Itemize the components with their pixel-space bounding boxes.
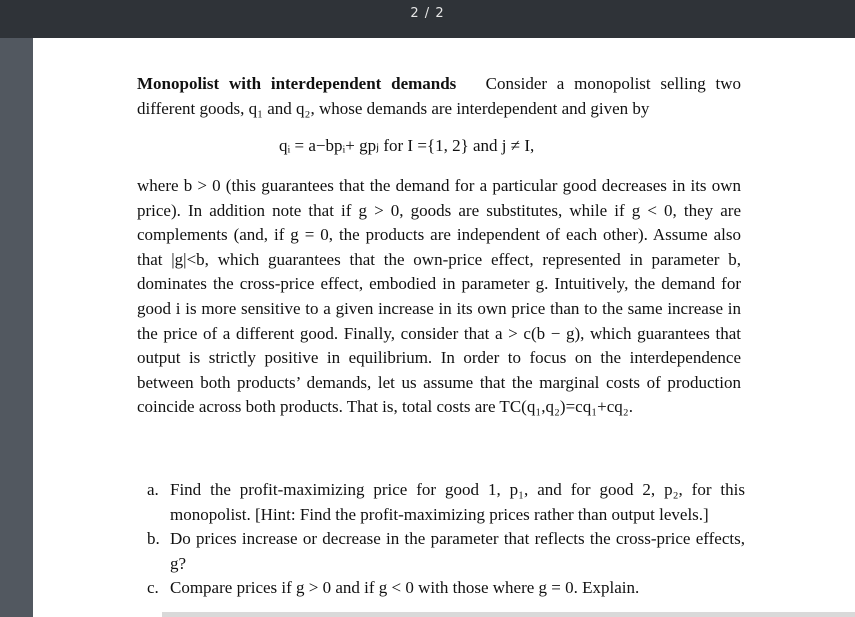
question-text: Do prices increase or decrease in the parameter that reflects the cross-price effects, g? — [170, 529, 745, 573]
viewer-left-rail — [0, 38, 33, 617]
page-indicator: 2 / 2 — [410, 6, 445, 21]
question-list — [147, 478, 745, 601]
intro-text: Consider a monopolist selling two different goods, q₁ and q₂, whose demands are interdependent and given by — [137, 74, 742, 118]
question-letter: c. — [147, 578, 159, 598]
question-a — [147, 478, 745, 527]
page-bottom-edge — [162, 612, 855, 617]
question-letter: b. — [147, 529, 160, 549]
body-paragraph: where b > 0 (this guarantees that the demand for a particular good decreases in its own price). In addition note that if g > 0, goods are substitutes, while if g < 0, they are complements (and, if g = 0, the products are independent of each other). Assume also that |g|<b, which guarantees that the own-price effect, represented in parameter b, dominates the cross-price effect, embodied in parameter g. Intuitively, the demand for good i is more sensitive to a given increase in its own price than to the same increase in the price of a different good. Finally, consider that a > c(b − g), which guarantees that output is strictly positive in equilibrium. In order to focus on the interdependence between both products’ demands, let us assume that the marginal costs of production coincide across both products. That is, total costs are TC(q₁,q₂)=cq₁+cq₂. — [137, 176, 741, 417]
question-text: Compare prices if g > 0 and if g < 0 with those where g = 0. Explain. — [170, 578, 640, 598]
demand-equation: qᵢ = a−bpᵢ+ gpⱼ for I ={1, 2} and j ≠ I, — [279, 136, 535, 155]
question-text: Find the profit-maximizing price for good 1, p₁, and for good 2, p₂, for this monopolist. [Hint: Find the profit-maximizing prices rather than output levels.] — [170, 480, 745, 524]
viewer-toolbar — [0, 0, 855, 38]
problem-heading: Monopolist with interdependent demands — [137, 74, 457, 93]
document-page — [33, 38, 855, 617]
question-letter: a. — [147, 480, 159, 499]
question-b — [147, 527, 745, 576]
question-c — [147, 576, 745, 601]
intro-paragraph — [137, 72, 741, 121]
